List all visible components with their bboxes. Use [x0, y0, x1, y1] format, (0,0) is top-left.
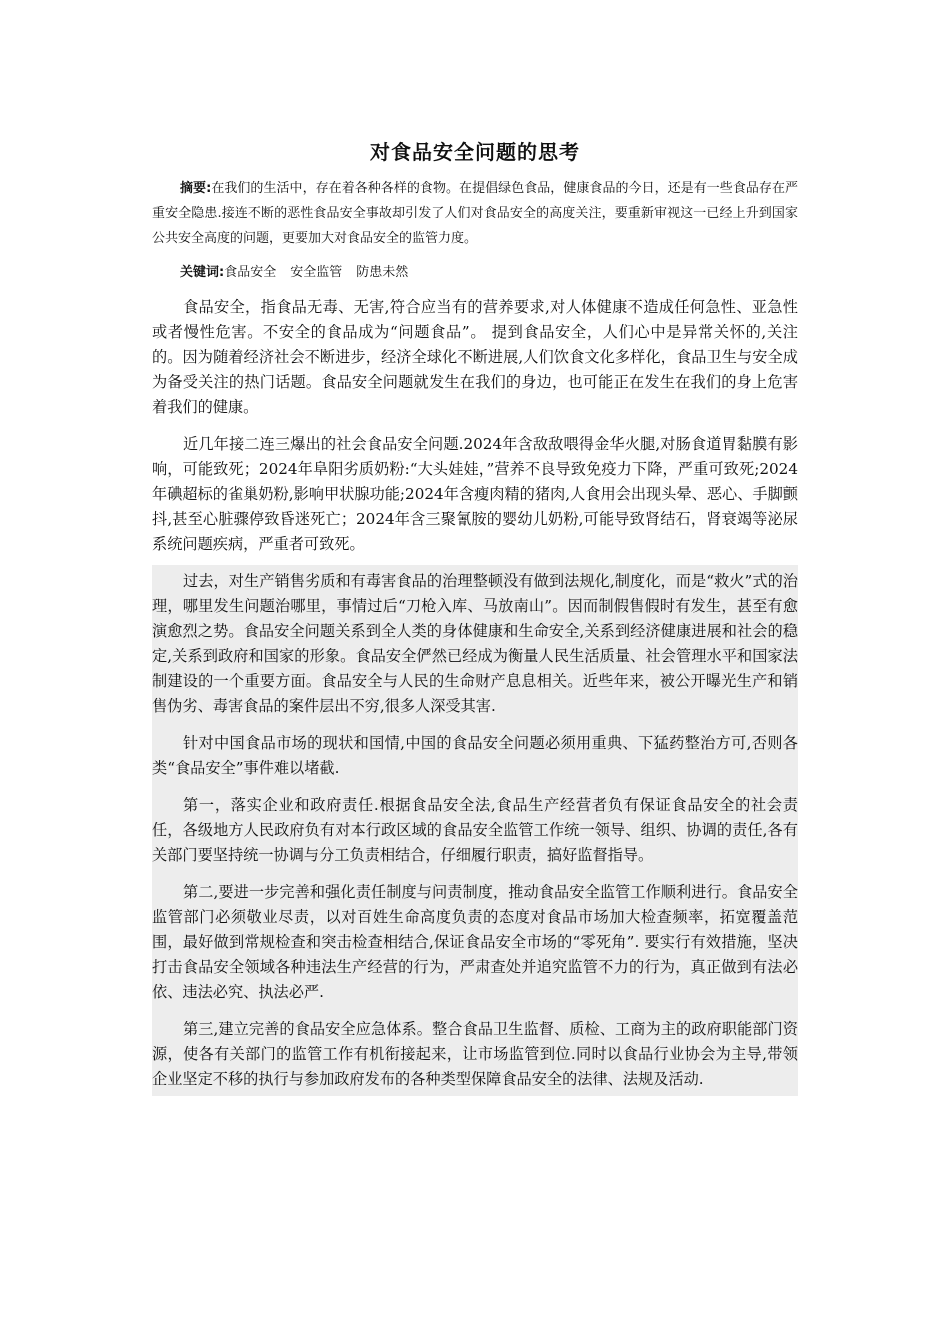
keywords: [180, 262, 422, 284]
body-paragraph: 第一，落实企业和政府责任.根据食品安全法,食品生产经营者负有保证食品安全的社会责任，各级地方人民政府负有对本行政区域的食品安全监管工作统一领导、组织、协调的责任,各有关部门要坚持统一协调与分工负责相结合，仔细履行职责，搞好监督指导。: [152, 796, 798, 864]
body-paragraph: 针对中国食品市场的现状和国情,中国的食品安全问题必须用重典、下猛药整治方可,否则各类“食品安全”事件难以堵截.: [152, 734, 798, 777]
document-body: [152, 295, 798, 1096]
abstract: [152, 176, 798, 251]
keyword-item: 安全监管: [290, 265, 343, 280]
body-paragraph: 过去，对生产销售劣质和有毒害食品的治理整顿没有做到法规化,制度化，而是“救火”式的治理，哪里发生问题治哪里，事情过后“刀枪入库、马放南山”。因而制假售假时有发生，甚至有愈演愈烈之势。食品安全问题关系到全人类的身体健康和生命安全,关系到经济健康进展和社会的稳定,关系到政府和国家的形象。食品安全俨然已经成为衡量人民生活质量、社会管理水平和国家法制建设的一个重要方面。食品安全与人民的生命财产息息相关。近些年来，被公开曝光生产和销售伪劣、毒害食品的案件层出不穷,很多人深受其害.: [152, 572, 798, 715]
body-paragraph: 食品安全，指食品无毒、无害,符合应当有的营养要求,对人体健康不造成任何急性、亚急性或者慢性危害。不安全的食品成为“问题食品”。 提到食品安全，人们心中是异常关怀的,关注的。因为随着经济社会不断进步，经济全球化不断进展,人们饮食文化多样化，食品卫生与安全成为备受关注的热门话题。食品安全问题就发生在我们的身边，也可能正在发生在我们的身上危害着我们的健康。: [152, 298, 798, 416]
shaded-section: [152, 565, 798, 1096]
body-paragraph: 第二,要进一步完善和强化责任制度与问责制度，推动食品安全监管工作顺利进行。食品安全监管部门必须敬业尽责，以对百姓生命高度负责的态度对食品市场加大检查频率，拓宽覆盖范围，最好做到常规检查和突击检查相结合,保证食品安全市场的“零死角”. 要实行有效措施，坚决打击食品安全领域各种违法生产经营的行为，严肃查处并追究监管不力的行为，真正做到有法必依、违法必究、执法必严.: [152, 883, 798, 1001]
document-title: 对食品安全问题的思考: [370, 140, 580, 164]
body-paragraph: 近几年接二连三爆出的社会食品安全问题.2024年含敌敌喂得金华火腿,对肠食道胃黏膜有影响，可能致死；2024年阜阳劣质奶粉:“大头娃娃，”营养不良导致免疫力下降，严重可致死;2024年碘超标的雀巢奶粉,影响甲状腺功能;2024年含瘦肉精的猪肉,人食用会出现头晕、恶心、手脚颤抖,甚至心脏骤停致昏迷死亡；2024年含三聚氰胺的婴幼儿奶粉,可能导致肾结石，肾衰竭等泌尿系统问题疾病，严重者可致死。: [152, 435, 798, 553]
keyword-item: 食品安全: [224, 265, 277, 280]
keyword-item: 防患未然: [356, 265, 409, 280]
keywords-label: 关键词:: [180, 265, 225, 280]
abstract-text: 在我们的生活中，存在着各种各样的食物。在提倡绿色食品，健康食品的今日，还是有一些食品存在严重安全隐患.接连不断的恶性食品安全事故却引发了人们对食品安全的高度关注，要重新审视这一已经上升到国家公共安全高度的问题，更要加大对食品安全的监管力度。: [152, 181, 798, 246]
abstract-label: 摘要:: [180, 181, 212, 196]
body-paragraph: 第三,建立完善的食品安全应急体系。整合食品卫生监督、质检、工商为主的政府职能部门资源，使各有关部门的监管工作有机衔接起来，让市场监管到位.同时以食品行业协会为主导,带领企业坚定不移的执行与参加政府发布的各种类型保障食品安全的法律、法规及活动.: [152, 1020, 798, 1088]
